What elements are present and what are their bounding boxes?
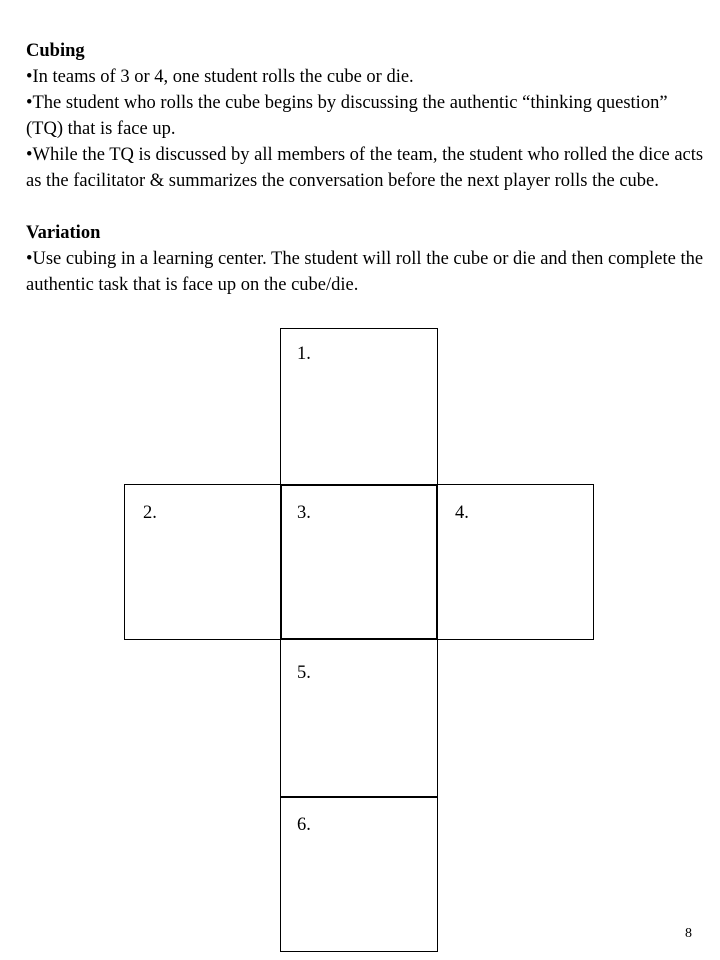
cube-face-5 <box>280 638 438 798</box>
paragraph-gap <box>26 194 706 220</box>
bullet-1: •In teams of 3 or 4, one student rolls the cube or die. <box>26 67 414 87</box>
face-label-6: 6. <box>297 815 311 835</box>
bullet-2: •The student who rolls the cube begins by discussing the authentic “thinking question” (TQ) that is face up. <box>26 93 668 139</box>
instructions-text <box>26 38 706 298</box>
variation-heading: Variation <box>26 223 101 243</box>
bullet-3: •While the TQ is discussed by all members of the team, the student who rolled the dice acts as the facilitator & summarizes the conversation before the next player rolls the cube. <box>26 145 704 191</box>
variation-bullet-1: •Use cubing in a learning center. The student will roll the cube or die and then complete the authentic task that is face up on the cube/die. <box>26 249 704 295</box>
cubing-heading: Cubing <box>26 41 85 61</box>
face-label-2: 2. <box>143 503 157 523</box>
face-label-1: 1. <box>297 344 311 364</box>
face-label-4: 4. <box>455 503 469 523</box>
face-label-3: 3. <box>297 503 311 523</box>
face-label-5: 5. <box>297 663 311 683</box>
page-number: 8 <box>685 926 692 941</box>
